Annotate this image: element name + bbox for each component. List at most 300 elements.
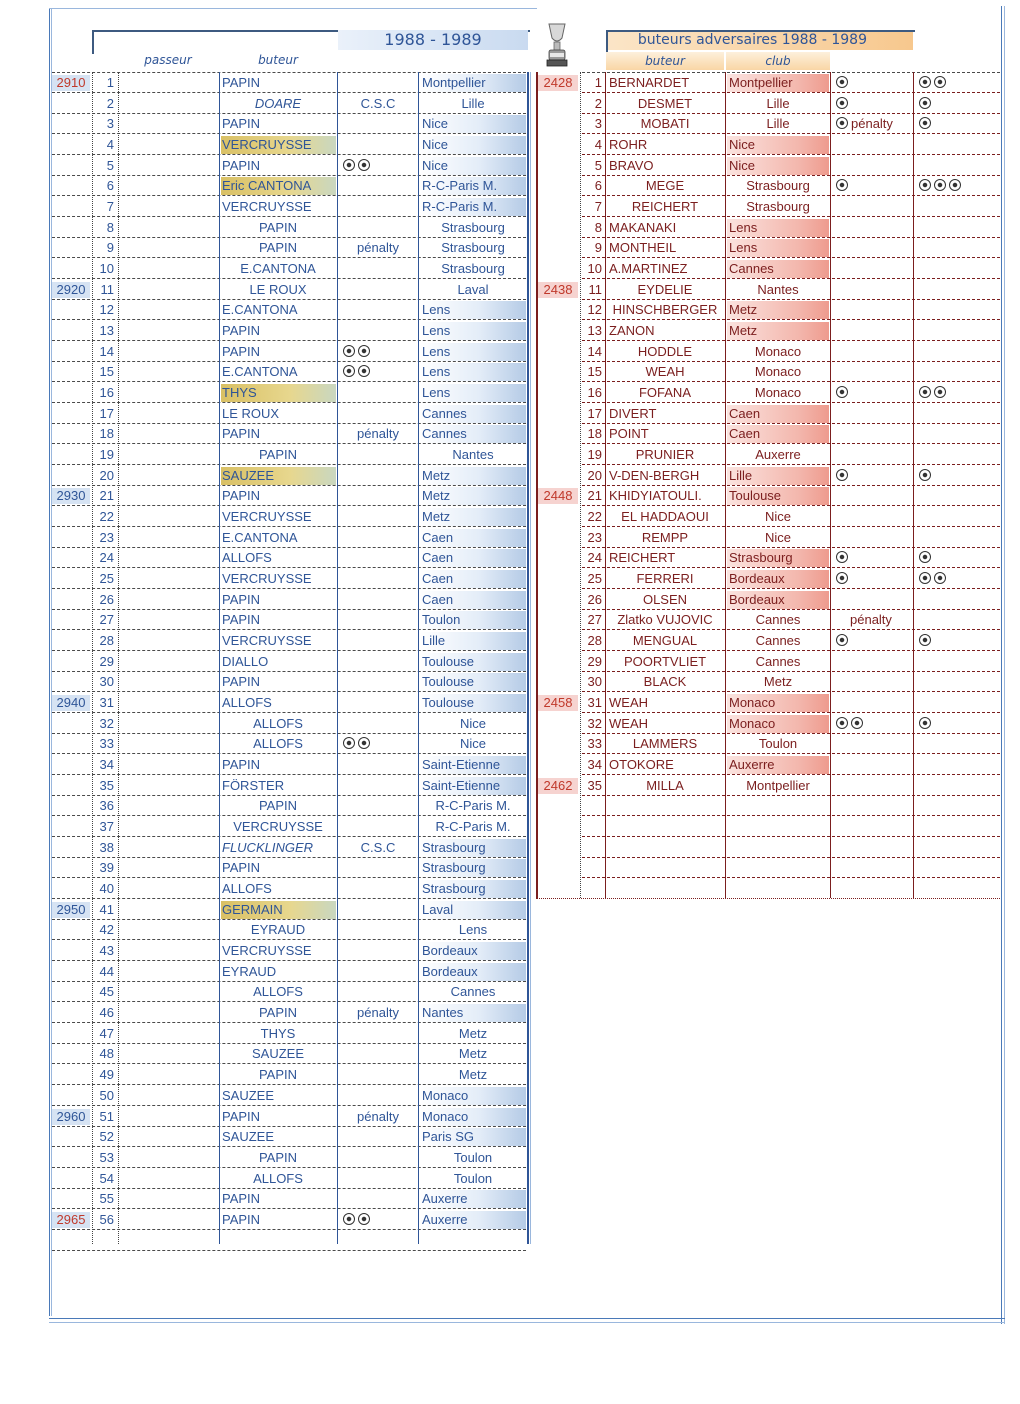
left-scorer-name: PAPIN <box>222 75 261 90</box>
football-icon <box>919 634 931 646</box>
right-match-marker <box>917 74 999 92</box>
football-icon <box>836 717 848 729</box>
right-scorer-name: DIVERT <box>609 405 657 421</box>
right-scorer-club: Caen <box>727 405 829 423</box>
left-row-separator <box>52 1250 526 1251</box>
right-table-row <box>0 653 1000 673</box>
right-goal-marker <box>834 508 914 526</box>
left-scorer-name: SAUZEE <box>221 467 336 485</box>
left-opponent-club: Lille <box>420 632 526 650</box>
right-season-title: buteurs adversaires 1988 - 1989 <box>606 30 913 50</box>
left-scorer-name: PAPIN <box>222 116 261 132</box>
football-icon <box>934 386 946 398</box>
right-scorer-name: Zlatko VUJOVIC <box>617 612 713 628</box>
right-goal-number: 14 <box>587 343 602 359</box>
left-milestone-badge: 2950 <box>52 902 90 918</box>
left-opponent-club: Cannes <box>450 984 496 1000</box>
right-goal-marker <box>834 735 914 753</box>
col-header-club-adv: club <box>726 52 830 70</box>
left-scorer-name: VERCRUYSSE <box>222 943 312 959</box>
left-opponent-club: Caen <box>420 529 526 547</box>
right-table-row <box>0 405 1000 425</box>
left-scorer-name: ALLOFS <box>222 550 272 566</box>
right-scorer-club: Monaco <box>754 343 802 359</box>
left-goal-number: 18 <box>99 426 114 442</box>
left-scorer-name: EYRAUD <box>250 922 306 938</box>
right-table-row <box>0 591 1000 611</box>
right-scorer-club: Lille <box>727 467 829 485</box>
left-goal-number: 38 <box>99 839 114 855</box>
right-table-row <box>0 301 1000 321</box>
left-table-row <box>0 859 530 879</box>
left-goal-number: 42 <box>99 922 114 938</box>
right-match-marker <box>917 95 999 113</box>
right-scorer-name: KHIDYIATOULI. <box>609 488 702 504</box>
right-goal-marker <box>834 673 914 691</box>
left-goal-number: 56 <box>99 1211 114 1227</box>
left-goal-note <box>339 1190 417 1208</box>
right-scorer-club: Monaco <box>727 715 829 733</box>
right-row-separator <box>582 836 1000 837</box>
left-scorer-name: ALLOFS <box>222 881 272 897</box>
left-goal-note <box>339 942 417 960</box>
left-goal-number: 15 <box>99 364 114 380</box>
right-match-marker <box>917 177 999 195</box>
right-scorer-club: Monaco <box>727 694 829 712</box>
right-match-marker <box>917 384 999 402</box>
right-scorer-name: EYDELIE <box>637 281 693 297</box>
right-table-row <box>0 673 1000 693</box>
page-frame-bottom <box>49 1318 1005 1319</box>
right-goal-number: 29 <box>587 653 602 669</box>
left-opponent-club: Bordeaux <box>420 963 526 981</box>
right-table-row <box>0 777 1000 797</box>
right-table-row <box>0 529 1000 549</box>
right-scorer-name: WEAH <box>609 695 648 711</box>
right-scorer-club: Nice <box>727 136 829 154</box>
right-scorer-club: Montpellier <box>727 74 829 92</box>
left-scorer-name: PAPIN <box>222 343 261 359</box>
right-match-marker <box>917 632 999 650</box>
left-goal-number: 24 <box>99 550 114 566</box>
right-milestone-badge: 2448 <box>538 488 578 504</box>
left-opponent-club: Metz <box>420 487 526 505</box>
left-scorer-name: VERCRUYSSE <box>222 509 312 525</box>
right-scorer-name: HINSCHBERGER <box>612 302 718 318</box>
left-opponent-club: Strasbourg <box>420 839 526 857</box>
page-frame-bottom-inner <box>49 1322 1005 1323</box>
left-table-row <box>0 1066 530 1086</box>
right-goal-number: 25 <box>587 571 602 587</box>
left-goal-note <box>339 1211 421 1229</box>
left-goal-number: 45 <box>99 984 114 1000</box>
left-goal-number: 30 <box>99 674 114 690</box>
left-goal-number: 23 <box>99 529 114 545</box>
left-goal-number: 52 <box>99 1129 114 1145</box>
football-icon <box>836 551 848 563</box>
right-goal-number: 33 <box>587 736 602 752</box>
left-scorer-name: PAPIN <box>222 1108 261 1124</box>
left-scorer-name: LE ROUX <box>249 281 307 297</box>
right-table-row <box>0 467 1000 487</box>
left-goal-number: 43 <box>99 943 114 959</box>
left-scorer-name: VERCRUYSSE <box>233 819 323 835</box>
left-goal-note <box>339 1087 417 1105</box>
left-goal-note: pénalty <box>357 240 399 256</box>
right-match-marker <box>917 570 999 588</box>
left-opponent-club: Toulouse <box>420 653 526 671</box>
right-scorer-club: Cannes <box>755 633 801 649</box>
left-milestone-badge: 2920 <box>52 282 90 298</box>
left-table-row <box>0 921 530 941</box>
right-scorer-club: Lens <box>727 219 829 237</box>
right-goal-number: 6 <box>594 178 602 194</box>
right-goal-marker <box>834 198 914 216</box>
right-table-row <box>0 177 1000 197</box>
left-goal-number: 14 <box>99 343 114 359</box>
right-scorer-name: POINT <box>609 426 649 442</box>
left-scorer-name: DOARE <box>254 95 302 111</box>
left-opponent-club: Saint-Etienne <box>420 777 526 795</box>
col-header-buteur: buteur <box>258 53 298 67</box>
right-goal-marker <box>834 322 914 340</box>
left-scorer-name: Eric CANTONA <box>221 177 336 195</box>
left-milestone-badge: 2965 <box>52 1212 90 1228</box>
left-scorer-name: VERCRUYSSE <box>222 633 312 649</box>
right-table-row <box>0 549 1000 569</box>
left-scorer-name: PAPIN <box>222 591 261 607</box>
left-scorer-name: SAUZEE <box>222 1129 275 1145</box>
left-milestone-badge: 2960 <box>52 1109 90 1125</box>
left-goal-number: 35 <box>99 777 114 793</box>
football-icon <box>934 179 946 191</box>
right-scorer-club: Caen <box>727 425 829 443</box>
right-table-row <box>0 363 1000 383</box>
right-scorer-club: Cannes <box>727 260 829 278</box>
left-opponent-club: Paris SG <box>420 1128 526 1146</box>
left-opponent-club: Toulon <box>453 1170 493 1186</box>
right-table-row <box>0 694 1000 714</box>
left-goal-number: 40 <box>99 881 114 897</box>
left-opponent-club: Metz <box>420 467 526 485</box>
right-table-row <box>0 384 1000 404</box>
right-match-marker <box>917 115 999 133</box>
left-opponent-club: Cannes <box>420 425 526 443</box>
right-goal-marker <box>834 756 914 774</box>
left-scorer-name: PAPIN <box>258 1149 298 1165</box>
left-table-row <box>0 1211 530 1231</box>
left-opponent-club: Auxerre <box>420 1211 526 1229</box>
right-match-marker <box>917 467 999 485</box>
football-icon <box>919 469 931 481</box>
left-opponent-club: R-C-Paris M. <box>435 819 511 835</box>
left-opponent-club: Strasbourg <box>420 859 526 877</box>
right-goal-marker <box>834 115 914 133</box>
left-goal-number: 17 <box>99 405 114 421</box>
right-scorer-club: Metz <box>727 322 829 340</box>
right-goal-marker <box>834 425 914 443</box>
right-table-row <box>0 322 1000 342</box>
right-goal-number: 1 <box>594 75 602 90</box>
right-scorer-name: OLSEN <box>642 591 688 607</box>
football-icon <box>919 551 931 563</box>
right-table-row <box>0 715 1000 735</box>
right-goal-number: 21 <box>587 488 602 504</box>
right-goal-marker <box>834 301 914 319</box>
left-opponent-club: Toulouse <box>420 673 526 691</box>
left-table-row <box>0 797 530 817</box>
left-goal-number: 55 <box>99 1191 114 1207</box>
right-goal-number: 23 <box>587 529 602 545</box>
right-goal-number: 26 <box>587 591 602 607</box>
left-opponent-club: Monaco <box>420 1108 526 1126</box>
right-scorer-name: MENGUAL <box>632 633 698 649</box>
left-scorer-name: THYS <box>221 384 336 402</box>
football-icon <box>919 97 931 109</box>
right-goal-marker <box>834 487 914 505</box>
right-table-row <box>0 446 1000 466</box>
right-scorer-club: Nice <box>764 509 791 525</box>
right-table-row <box>0 343 1000 363</box>
left-goal-note: pénalty <box>357 1108 399 1124</box>
left-opponent-club: Nice <box>459 715 486 731</box>
left-table-row <box>0 1128 530 1148</box>
left-table-row <box>0 963 530 983</box>
right-scorer-name: FERRERI <box>636 571 694 587</box>
right-scorer-name: BRAVO <box>609 157 654 173</box>
left-scorer-name: ALLOFS <box>253 984 303 1000</box>
right-table-row <box>0 281 1000 301</box>
right-goal-marker <box>834 260 914 278</box>
right-table-row <box>0 136 1000 156</box>
left-opponent-club: Strasbourg <box>441 240 505 256</box>
left-opponent-club: Nice <box>420 115 526 133</box>
left-goal-number: 44 <box>99 963 114 979</box>
right-goal-number: 2 <box>594 95 602 111</box>
left-goal-number: 20 <box>99 467 114 483</box>
left-opponent-club: Laval <box>420 901 526 919</box>
page-frame-right <box>1001 6 1002 1324</box>
left-scorer-name: FÖRSTER <box>222 777 285 793</box>
right-scorer-name: EL HADDAOUI <box>621 509 709 525</box>
football-icon <box>836 97 848 109</box>
left-opponent-club: Toulon <box>453 1149 493 1165</box>
right-table-row <box>0 735 1000 755</box>
right-scorer-club: Lille <box>766 116 790 132</box>
right-goal-number: 27 <box>587 612 602 628</box>
right-goal-number: 19 <box>587 447 602 463</box>
right-scorer-club: Monaco <box>754 385 802 401</box>
left-scorer-name: E.CANTONA <box>222 529 298 545</box>
left-opponent-club: Caen <box>420 549 526 567</box>
right-goal-number: 20 <box>587 467 602 483</box>
left-goal-number: 9 <box>106 240 114 256</box>
left-table-row <box>0 880 530 900</box>
right-goal-marker <box>834 611 928 629</box>
left-goal-number: 51 <box>99 1108 114 1124</box>
left-goal-number: 53 <box>99 1149 114 1165</box>
left-scorer-name: ALLOFS <box>222 695 272 711</box>
left-opponent-club: Strasbourg <box>441 219 505 235</box>
right-scorer-name: MAKANAKI <box>609 219 677 235</box>
football-icon <box>919 572 931 584</box>
left-scorer-name: VERCRUYSSE <box>222 571 312 587</box>
left-scorer-name: DIALLO <box>222 653 269 669</box>
left-goal-number: 16 <box>99 385 114 401</box>
right-goal-number: 7 <box>594 199 602 215</box>
right-table-row <box>0 611 1000 631</box>
left-scorer-name: E.CANTONA <box>222 364 298 380</box>
right-scorer-name: A.MARTINEZ <box>609 261 688 277</box>
left-goal-number: 34 <box>99 757 114 773</box>
right-scorer-club: Metz <box>763 674 793 690</box>
left-goal-note <box>339 818 417 836</box>
left-goal-number: 11 <box>100 281 114 297</box>
left-scorer-name: LE ROUX <box>222 405 280 421</box>
right-goal-number: 9 <box>594 240 602 256</box>
right-scorer-name: REMPP <box>641 529 689 545</box>
left-scorer-name: PAPIN <box>222 612 261 628</box>
left-goal-number: 33 <box>99 736 114 752</box>
left-scorer-name: SAUZEE <box>251 1046 304 1062</box>
left-opponent-club: Metz <box>458 1025 488 1041</box>
football-icon <box>836 634 848 646</box>
right-goal-marker <box>834 570 914 588</box>
right-goal-number: 8 <box>594 219 602 235</box>
left-goal-number: 4 <box>106 137 114 152</box>
left-goal-number: 8 <box>106 219 114 235</box>
left-scorer-name: E.CANTONA <box>222 302 298 318</box>
left-goal-number: 3 <box>106 116 114 132</box>
left-goal-number: 49 <box>99 1067 114 1083</box>
left-opponent-club: R-C-Paris M. <box>435 798 511 814</box>
right-scorer-name: MEGE <box>645 178 685 194</box>
left-milestone-badge: 2910 <box>52 75 90 91</box>
left-scorer-name: ALLOFS <box>253 715 303 731</box>
football-icon <box>836 469 848 481</box>
right-scorer-club: Metz <box>727 301 829 319</box>
left-opponent-club: Lens <box>458 922 488 938</box>
right-header-separator <box>582 72 1000 73</box>
left-table-row <box>0 1087 530 1107</box>
football-icon <box>934 572 946 584</box>
right-goal-marker <box>834 219 914 237</box>
left-table-row <box>0 818 530 838</box>
left-opponent-club: Monaco <box>420 1087 526 1105</box>
left-goal-number: 10 <box>99 261 114 277</box>
right-goal-marker <box>834 177 914 195</box>
left-goal-number: 13 <box>99 323 114 339</box>
right-scorer-name: V-DEN-BERGH <box>609 467 700 483</box>
left-scorer-name: PAPIN <box>222 323 261 339</box>
right-goal-number: 24 <box>587 550 602 566</box>
right-table-bottom <box>536 898 1000 899</box>
right-milestone-badge: 2458 <box>538 695 578 711</box>
right-scorer-club: Strasbourg <box>746 199 810 215</box>
right-table-row <box>0 198 1000 218</box>
left-table-row <box>0 1004 530 1024</box>
right-scorer-club: Lens <box>727 239 829 257</box>
left-goal-note <box>339 963 417 981</box>
right-goal-marker <box>834 549 914 567</box>
football-icon <box>919 76 931 88</box>
right-milestone-badge: 2462 <box>538 778 578 794</box>
right-table-row <box>0 508 1000 528</box>
right-goal-marker <box>834 467 914 485</box>
left-goal-number: 54 <box>99 1170 114 1186</box>
left-goal-number: 47 <box>99 1025 114 1041</box>
left-opponent-club: Lens <box>420 322 526 340</box>
football-icon <box>836 179 848 191</box>
football-icon <box>836 572 848 584</box>
left-goal-number: 25 <box>99 571 114 587</box>
right-scorer-name: MOBATI <box>640 116 690 132</box>
left-scorer-name: EYRAUD <box>222 963 277 979</box>
left-table-row <box>0 1108 530 1128</box>
left-goal-number: 29 <box>99 653 114 669</box>
left-opponent-club: Toulouse <box>420 694 526 712</box>
left-goal-number: 36 <box>99 798 114 814</box>
left-goal-number: 48 <box>99 1046 114 1062</box>
left-goal-number: 26 <box>99 591 114 607</box>
right-scorer-club: Lille <box>766 95 790 111</box>
left-scorer-name: PAPIN <box>258 447 298 463</box>
right-row-separator <box>582 877 1000 878</box>
left-opponent-club: Nantes <box>452 447 494 463</box>
right-scorer-name: FOFANA <box>638 385 691 401</box>
right-scorer-club: Nice <box>727 157 829 175</box>
right-goal-marker <box>834 694 914 712</box>
right-goal-number: 16 <box>587 385 602 401</box>
right-scorer-name: PRUNIER <box>635 447 695 463</box>
right-goal-marker <box>834 281 914 299</box>
football-icon <box>343 1213 355 1225</box>
left-goal-number: 32 <box>99 715 114 731</box>
left-goal-number: 7 <box>106 199 114 215</box>
right-scorer-club: Cannes <box>755 653 801 669</box>
left-scorer-name: ALLOFS <box>253 736 303 752</box>
right-table-row <box>0 425 1000 445</box>
right-goal-number: 15 <box>587 364 602 380</box>
right-row-separator <box>582 815 1000 816</box>
left-goal-note <box>339 1066 417 1084</box>
right-scorer-name: MILLA <box>646 777 684 793</box>
right-milestone-badge: 2438 <box>538 282 578 298</box>
left-table-row <box>0 1149 530 1169</box>
left-scorer-name: FLUCKLINGER <box>222 839 314 855</box>
right-scorer-name: BERNARDET <box>609 75 690 90</box>
left-goal-note <box>339 797 417 815</box>
left-scorer-name: THYS <box>260 1025 296 1041</box>
right-scorer-name: ROHR <box>609 137 648 152</box>
right-scorer-name: REICHERT <box>631 199 699 215</box>
left-goal-number: 2 <box>106 95 114 111</box>
right-header-frame <box>606 30 915 52</box>
left-table-row <box>0 1025 530 1045</box>
football-icon <box>836 76 848 88</box>
right-goal-note: pénalty <box>851 116 893 132</box>
right-goal-number: 17 <box>587 405 602 421</box>
left-opponent-club: Nice <box>420 157 526 175</box>
right-goal-marker <box>834 777 914 795</box>
left-table-row <box>0 901 530 921</box>
right-scorer-club: Nantes <box>757 281 799 297</box>
right-goal-marker <box>834 363 914 381</box>
right-goal-number: 4 <box>594 137 602 152</box>
left-opponent-club: Lens <box>420 384 526 402</box>
left-opponent-club: Bordeaux <box>420 942 526 960</box>
right-table-row <box>0 157 1000 177</box>
